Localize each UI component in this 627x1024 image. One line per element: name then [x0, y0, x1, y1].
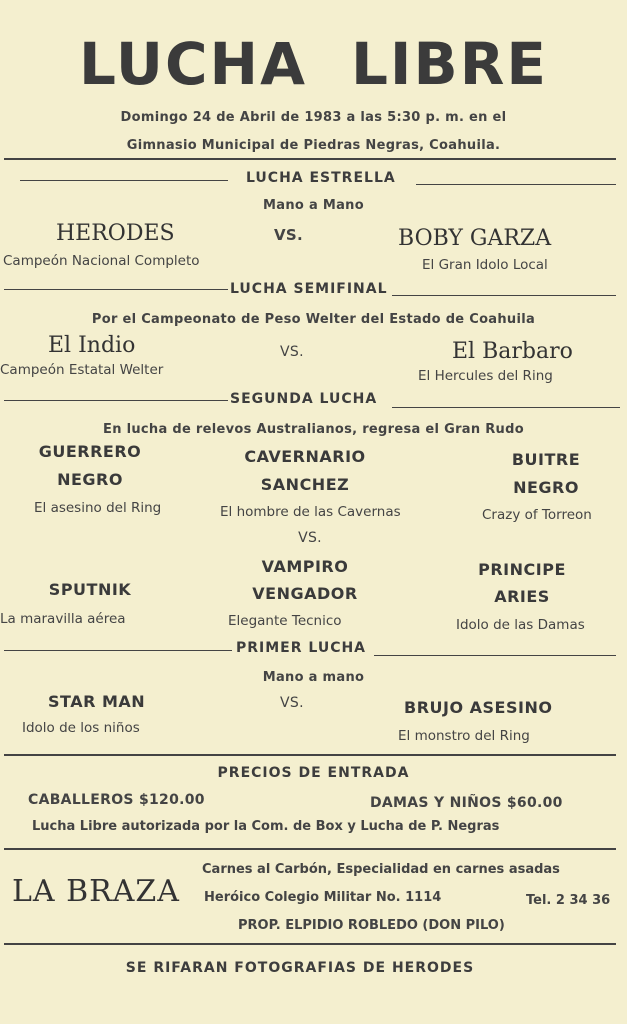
wrestler-line2: NEGRO: [57, 470, 123, 489]
divider: [416, 184, 616, 185]
divider: [4, 943, 616, 945]
divider: [392, 407, 620, 408]
wrestler-line2: SPUTNIK: [48, 580, 132, 599]
estrella-right-name: BOBY GARZA: [398, 226, 552, 251]
primer-format: Mano a mano: [262, 670, 365, 685]
estrella-left-name: HERODES: [56, 221, 175, 246]
wrestler-desc: El asesino del Ring: [34, 500, 162, 516]
section-segunda: SEGUNDA LUCHA: [230, 391, 378, 407]
divider: [4, 848, 616, 850]
wrestler-line1: BUITRE: [511, 450, 581, 469]
wrestler-line2: NEGRO: [513, 478, 579, 497]
primer-vs: VS.: [280, 695, 304, 711]
wrestler-desc: Idolo de las Damas: [456, 617, 585, 633]
semifinal-format: Por el Campeonato de Peso Welter del Estado de Coahuila: [91, 312, 536, 327]
semifinal-vs: VS.: [280, 344, 304, 360]
segunda-format: En lucha de relevos Australianos, regresa el Gran Rudo: [103, 422, 524, 437]
divider: [20, 180, 228, 181]
divider: [4, 650, 232, 651]
divider: [392, 295, 616, 296]
divider: [374, 655, 616, 656]
ad-address: Heróico Colegio Militar No. 1114: [204, 890, 442, 905]
poster-title: [0, 30, 627, 98]
wrestler-desc: El hombre de las Cavernas: [220, 504, 401, 520]
divider: [4, 400, 228, 401]
estrella-vs: VS.: [274, 226, 304, 244]
price-caballeros: CABALLEROS $120.00: [28, 792, 205, 808]
authorization-note: Lucha Libre autorizada por la Com. de Box y Lucha de P. Negras: [32, 819, 500, 834]
semifinal-right-name: El Barbaro: [452, 339, 573, 364]
semifinal-left-desc: Campeón Estatal Welter: [0, 362, 164, 378]
primer-right-name: BRUJO ASESINO: [404, 698, 553, 717]
primer-left-name: STAR MAN: [48, 692, 146, 711]
primer-right-desc: El monstro del Ring: [398, 728, 530, 744]
estrella-right-desc: El Gran Idolo Local: [422, 257, 548, 273]
ad-phone: Tel. 2 34 36: [526, 893, 611, 908]
divider: [4, 158, 616, 160]
wrestler-line2: SANCHEZ: [260, 475, 350, 494]
price-damas: DAMAS Y NIÑOS $60.00: [370, 795, 563, 811]
ad-proprietor: PROP. ELPIDIO ROBLEDO (DON PILO): [238, 918, 505, 933]
wrestler-desc: Crazy of Torreon: [482, 507, 592, 523]
wrestler-desc: Elegante Tecnico: [228, 613, 342, 629]
semifinal-left-name: El Indio: [48, 333, 136, 358]
estrella-format: Mano a Mano: [263, 198, 364, 213]
ad-line1: Carnes al Carbón, Especialidad en carnes asadas: [202, 862, 560, 877]
ad-business-name: LA BRAZA: [12, 874, 180, 909]
divider: [4, 289, 228, 290]
wrestler-desc: La maravilla aérea: [0, 611, 126, 627]
wrestler-line1: CAVERNARIO: [244, 447, 366, 466]
title-word-libre: LIBRE: [350, 30, 548, 98]
section-estrella: LUCHA ESTRELLA: [246, 170, 396, 186]
date-line: Domingo 24 de Abril de 1983 a las 5:30 p. m. en el: [120, 110, 507, 125]
wrestler-line2: VENGADOR: [252, 584, 358, 603]
section-semifinal: LUCHA SEMIFINAL: [230, 281, 388, 297]
venue-line: Gimnasio Municipal de Piedras Negras, Coahuila.: [126, 138, 501, 153]
estrella-left-desc: Campeón Nacional Completo: [3, 253, 200, 269]
primer-left-desc: Idolo de los niños: [22, 720, 140, 736]
title-word-lucha: LUCHA: [78, 30, 307, 98]
wrestler-line1: VAMPIRO: [261, 557, 349, 576]
section-primer: PRIMER LUCHA: [236, 640, 367, 656]
segunda-vs: VS.: [298, 530, 322, 546]
wrestler-line1: GUERRERO: [38, 442, 142, 461]
wrestler-line2: ARIES: [494, 587, 550, 606]
wrestler-line1: PRINCIPE: [478, 560, 566, 579]
precios-label: PRECIOS DE ENTRADA: [217, 765, 410, 781]
divider: [4, 754, 616, 756]
semifinal-right-desc: El Hercules del Ring: [418, 368, 553, 384]
footer-text: SE RIFARAN FOTOGRAFIAS DE HERODES: [125, 960, 475, 976]
